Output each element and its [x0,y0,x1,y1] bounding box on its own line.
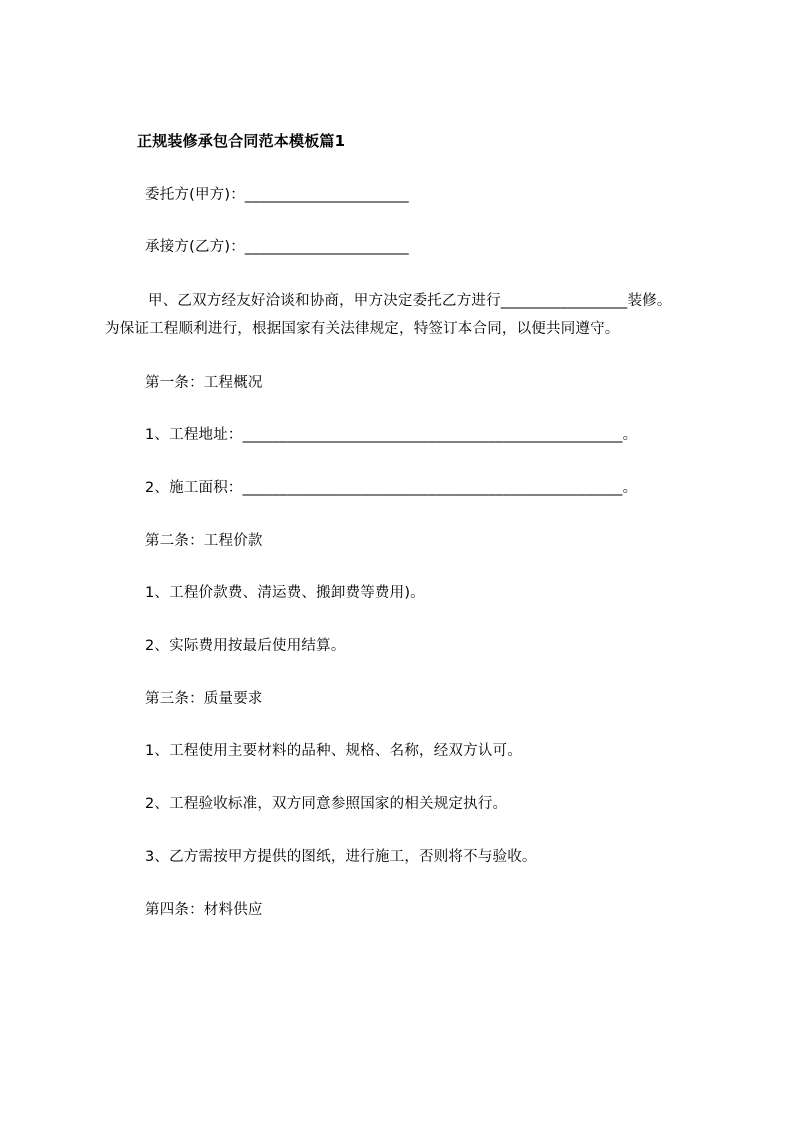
article-1-heading: 第一条：工程概况 [145,375,263,391]
article-2-heading: 第二条：工程价款 [145,533,263,549]
article-4-heading: 第四条：材料供应 [145,902,263,918]
article-3-item-2: 2、工程验收标准，双方同意参照国家的相关规定执行。 [145,796,508,812]
article-2-item-2: 2、实际费用按最后使用结算。 [145,638,346,654]
intro-paragraph-line-2: 为保证工程顺利进行，根据国家有关法律规定，特签订本合同，以便共同遵守。 [105,321,620,337]
intro-paragraph-line-1: 甲、乙双方经友好洽谈和协商，甲方决定委托乙方进行_________________装修。 [148,293,672,309]
document-title: 正规装修承包合同范本模板篇1 [137,132,346,150]
party-a-line: 委托方(甲方)：______________________ [145,187,409,203]
article-3-item-3: 3、乙方需按甲方提供的图纸，进行施工，否则将不与验收。 [145,849,537,865]
article-1-item-1: 1、工程地址：___________________________________________________。 [145,427,638,443]
party-b-line: 承接方(乙方)：______________________ [145,239,409,255]
article-3-heading: 第三条：质量要求 [145,691,263,707]
article-3-item-1: 1、工程使用主要材料的品种、规格、名称，经双方认可。 [145,743,522,759]
article-2-item-1: 1、工程价款费、清运费、搬卸费等费用)。 [145,585,425,601]
article-1-item-2: 2、施工面积：___________________________________________________。 [145,480,638,496]
